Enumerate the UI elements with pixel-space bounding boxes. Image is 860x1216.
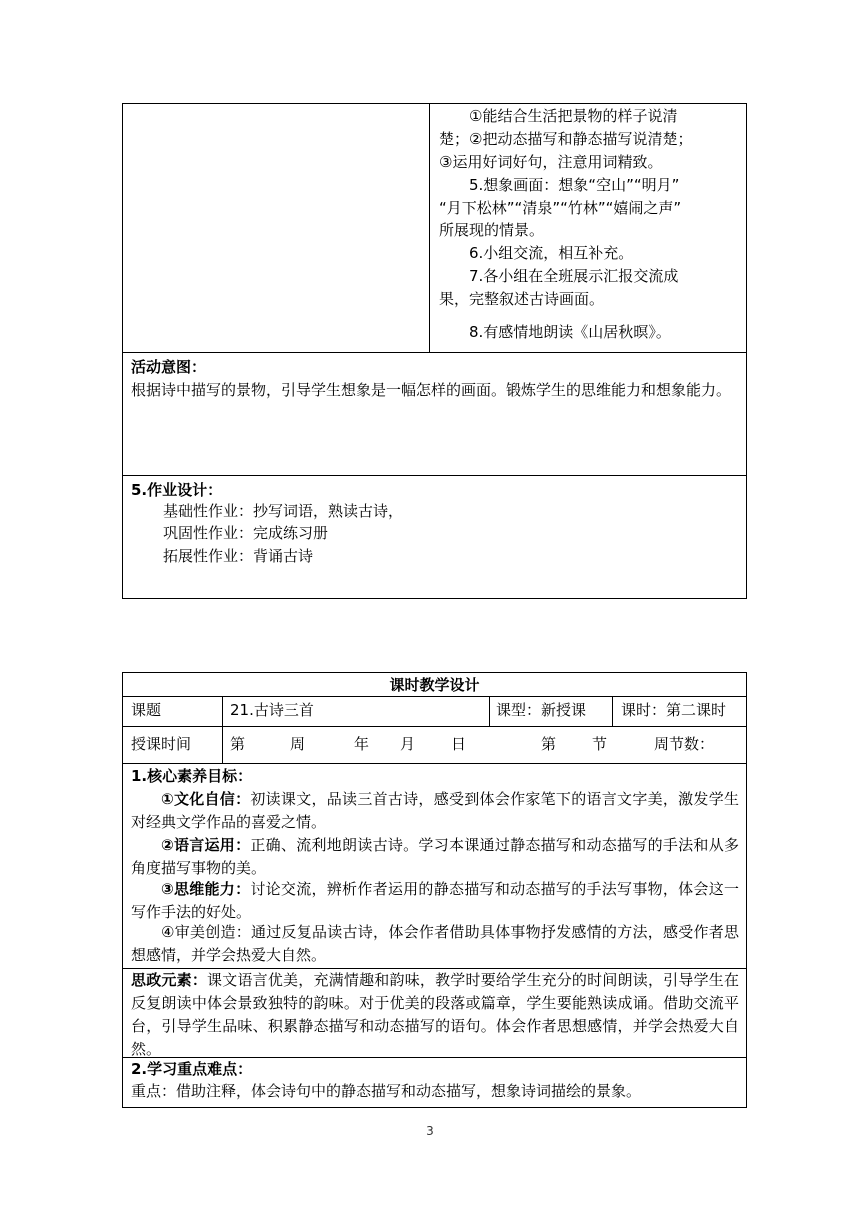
lesson-name: 21.古诗三首	[230, 701, 314, 719]
goal-text: 初读课文，品读三首古诗，感受到体会作家笔下的语言文字美，激发学生对经典文学作品的喜爱之情。	[131, 790, 739, 831]
row-divider	[122, 726, 747, 727]
column-divider	[612, 696, 613, 727]
goal-language	[131, 834, 739, 880]
intent-text: 根据诗中描写的景物，引导学生想象是一幅怎样的画面。锻炼学生的思维能力和想象能力。	[131, 381, 732, 399]
page-number: 3	[426, 1124, 434, 1138]
time-di: 第	[230, 735, 246, 753]
cell-line: 果，完整叙述古诗画面。	[439, 290, 605, 308]
cell-line: “月下松林”“清泉”“竹林”“嬉闹之声”	[439, 199, 682, 217]
homework-item: 拓展性作业：背诵古诗	[163, 547, 314, 565]
time-zhou: 周	[290, 735, 306, 753]
intent-label: 活动意图：	[131, 358, 207, 376]
goal-text: 讨论交流，辨析作者运用的静态描写和动态描写的手法写事物，体会这一写作手法的好处。	[131, 880, 739, 921]
time-weekly: 周节数：	[654, 735, 715, 753]
homework-item: 基础性作业：抄写词语，熟读古诗，	[163, 502, 404, 520]
time-jie: 节	[592, 735, 608, 753]
cell-line: 6.小组交流，相互补充。	[469, 244, 634, 262]
time-label: 授课时间	[131, 735, 192, 753]
cell-line: 楚；②把动态描写和静态描写说清楚；	[439, 130, 693, 148]
lesson-type: 课型：新授课	[496, 701, 587, 719]
column-divider	[489, 696, 490, 727]
cell-line: 8.有感情地朗读《山居秋暝》。	[469, 323, 671, 341]
homework-item: 巩固性作业：完成练习册	[163, 524, 329, 542]
keypoints-text: 重点：借助注释，体会诗句中的静态描写和动态描写，想象诗词描绘的景象。	[131, 1082, 642, 1100]
keypoints-label: 2.学习重点难点：	[131, 1060, 253, 1078]
goal-label: ③思维能力：	[161, 880, 251, 898]
goal-culture	[131, 788, 739, 834]
time-nian: 年	[354, 735, 370, 753]
time-ri: 日	[451, 735, 467, 753]
goals-label: 1.核心素养目标：	[131, 767, 253, 785]
cell-line: ③运用好词好句，注意用词精致。	[439, 153, 663, 171]
goal-text: 正确、流利地朗读古诗。学习本课通过静态描写和动态描写的手法和从多角度描写事物的美。	[131, 836, 739, 877]
cell-line: 所展现的情景。	[439, 221, 545, 239]
row-divider	[122, 763, 747, 764]
column-divider	[222, 696, 223, 764]
time-yue: 月	[400, 735, 416, 753]
homework-label: 5.作业设计：	[131, 481, 223, 499]
cell-line: ①能结合生活把景物的样子说清	[469, 107, 678, 125]
column-divider	[429, 103, 430, 353]
goal-label: ②语言运用：	[161, 836, 251, 854]
sizheng-label: 思政元素：	[131, 971, 208, 989]
sizheng-section	[131, 969, 739, 1061]
sizheng-text: 课文语言优美，充满情趣和韵味，教学时要给学生充分的时间朗读，引导学生在反复朗读中体会景致独特的韵味。对于优美的段落或篇章，学生要能熟读成诵。借助交流平台，引导学生品味、积累静态描写和动态描写的语句。体会作者思想感情，并学会热爱大自然。	[131, 971, 739, 1058]
cell-line: 7.各小组在全班展示汇报交流成	[469, 267, 679, 285]
row-divider	[122, 352, 747, 353]
time-di2: 第	[541, 735, 557, 753]
goal-aesthetic	[131, 921, 739, 967]
table-title: 课时教学设计	[389, 676, 480, 694]
lesson-period: 课时：第二课时	[621, 701, 727, 719]
lesson-label: 课题	[131, 701, 162, 719]
row-divider	[122, 475, 747, 476]
cell-line: 5.想象画面：想象“空山”“明月”	[469, 176, 680, 194]
goal-label: ①文化自信：	[161, 790, 251, 808]
goal-thinking	[131, 878, 739, 924]
goal-text: ④审美创造：通过反复品读古诗，体会作者借助具体事物抒发感情的方法，感受作者思想感情，并学会热爱大自然。	[131, 923, 739, 964]
